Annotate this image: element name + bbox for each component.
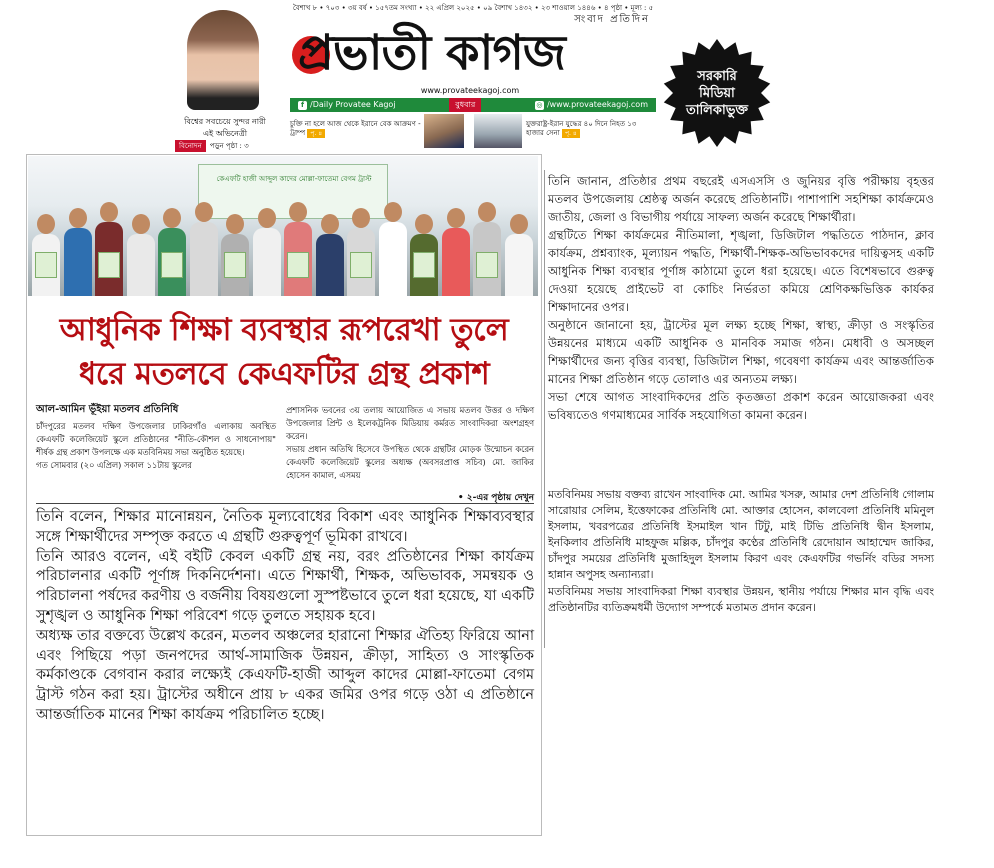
attendee-head bbox=[447, 208, 465, 228]
attendee-head bbox=[289, 202, 307, 222]
byline: আল-আমিন ভূঁইয়া মতলব প্রতিনিধি bbox=[36, 404, 179, 415]
promo-photo bbox=[187, 10, 259, 110]
attendee-head bbox=[69, 208, 87, 228]
attendee bbox=[127, 234, 155, 296]
masthead bbox=[0, 0, 994, 150]
lead-column-right: প্রশাসনিক ভবনের ৩য় তলায় আয়োজিত এ সভায় মতলব উত্তর ও দক্ষিণ উপজেলার প্রিন্ট ও ইলেকট্রনিক মিডিয়ায় কর্মরত সাংবাদিকরা অংশগ্রহণ করেন। সভায় প্রধান অতিথি হিসেবে উপস্থিত থেকে গ্রন্থটির মোড়ক উন্মোচন করেন কেএফটি কলেজিয়েট স্কুলের অধ্যক্ষ (অবসরপ্রাপ্ত সচিব) মো. জাকির হোসেন কামাল, এসময় bbox=[286, 405, 534, 480]
column-divider bbox=[544, 170, 545, 648]
attendee-head bbox=[100, 202, 118, 222]
attendee bbox=[64, 228, 92, 296]
attendee-head bbox=[510, 214, 528, 234]
facebook-link[interactable]: f /Daily Provatee Kagoj bbox=[298, 100, 396, 110]
tagline: সংবাদ প্রতিদিন bbox=[574, 14, 650, 25]
book-copy bbox=[350, 252, 372, 278]
event-photo bbox=[28, 156, 538, 296]
book-copy bbox=[161, 252, 183, 278]
newspaper-logo[interactable] bbox=[288, 22, 658, 84]
attendee-head bbox=[258, 208, 276, 228]
book-copy bbox=[224, 252, 246, 278]
attendee bbox=[505, 234, 533, 296]
logo-text: প্রভাতী কাগজ bbox=[298, 25, 565, 81]
teaser-right-photo bbox=[474, 114, 522, 148]
attendee-head bbox=[321, 214, 339, 234]
article-headline[interactable]: আধুনিক শিক্ষা ব্যবস্থার রূপরেখা তুলে ধরে মতলবে কেএফটির গ্রন্থ প্রকাশ bbox=[59, 312, 509, 392]
attendee-head bbox=[37, 214, 55, 234]
facebook-icon: f bbox=[298, 101, 307, 110]
attendee-head bbox=[163, 208, 181, 228]
continued-link[interactable]: • ২-এর পৃষ্ঠায় দেখুন bbox=[457, 493, 534, 503]
attendee bbox=[442, 228, 470, 296]
promo-box[interactable] bbox=[175, 8, 275, 148]
attendee-head bbox=[226, 214, 244, 234]
lead-column: চাঁদপুরের মতলব দক্ষিণ উপজেলার ঢাকিরগাঁও এলাকায় অবস্থিত কেএফটি কলেজিয়েট স্কুলে প্রতিষ্ঠানের "নীতি-কৌশল ও সাধনোপায়" শীর্ষক গ্রন্থ প্রকাশ উপলক্ষে এক মতবিনিময় সভা অনুষ্ঠিত হয়েছে। গত সোমবার (২০ এপ্রিল) সকাল ১১টায় স্কুলের bbox=[36, 421, 276, 470]
promo-caption: বিশ্বের সবচেয়ে সুন্দর নারী bbox=[184, 117, 266, 126]
globe-icon: ◎ bbox=[536, 101, 543, 109]
promo-caption: এই অভিনেত্রী bbox=[202, 129, 248, 138]
attendee-head bbox=[352, 208, 370, 228]
teaser-left[interactable]: চুক্তি না হলে আজ থেকে ইরানে বেক আক্রমণ - ট্রাম্প পৃ. ৪ bbox=[290, 120, 421, 137]
attendee-head bbox=[132, 214, 150, 234]
attendee bbox=[316, 234, 344, 296]
article-column-two: তিনি জানান, প্রতিষ্ঠার প্রথম বছরেই এসএসসি ও জুনিয়র বৃত্তি পরীক্ষায় বৃহত্তর মতলব উপজেলায় শ্রেষ্ঠত্ব অর্জন করেছে প্রতিষ্ঠানটি। পাশাপাশি সহশিক্ষা কার্যক্রমেও জাতীয়, জেলা ও বিভাগীয় পর্যায়ে সাফল্য অর্জন করেছে শিক্ষার্থীরা। গ্রন্থটিতে শিক্ষা কার্যক্রমের নীতিমালা, শৃঙ্খলা, ডিজিটাল পদ্ধতিতে পাঠদান, ক্লাব কার্যক্রম, প্রশ্নব্যাংক, মূল্যায়ন পদ্ধতি, শিক্ষার্থী-শিক্ষক-অভিভাবকদের দায়িত্বসহ একটি আধুনিক শিক্ষা ব্যবস্থার পূর্ণাঙ্গ কাঠামো তুলে ধরা হয়েছে। এতে বিশেষভাবে গুরুত্ব দেওয়া হয়েছে প্রাইভেট বা কোচিং নির্ভরতা কমিয়ে শ্রেণিকক্ষভিত্তিক কার্যকর শিক্ষাদানের ওপর। অনুষ্ঠানে জানানো হয়, ট্রাস্টের মূল লক্ষ্য হচ্ছে শিক্ষা, স্বাস্থ্য, ক্রীড়া ও সংস্কৃতির উন্নয়নের মাধ্যমে একটি আধুনিক ও মানবিক সমাজ গঠন। মেধাবী ও অসচ্ছল শিক্ষার্থীদের জন্য বৃত্তির ব্যবস্থা, ডিজিটাল শিক্ষা, গবেষণা কার্যক্রম এবং আন্তর্জাতিক মানের শিক্ষা প্রতিষ্ঠান গড়ে তোলাও এর অন্যতম লক্ষ্য। সভা শেষে আগত সাংবাদিকদের প্রতি কৃতজ্ঞতা প্রকাশ করেন আয়োজকরা এবং ভবিষ্যতেও গণমাধ্যমের সার্বিক সহযোগিতা কামনা করেন। bbox=[548, 174, 934, 422]
book-copy bbox=[476, 252, 498, 278]
teaser-right[interactable]: যুক্তরাষ্ট্র-ইরান যুদ্ধের ৪০ দিনে নিহত ১৩ হাজার সেনা পৃ. ৪ bbox=[526, 120, 637, 137]
attendee bbox=[253, 228, 281, 296]
page-badge: পৃ. ৪ bbox=[307, 129, 325, 138]
weekday-badge: বুধবার bbox=[449, 98, 481, 112]
seal-text: সরকারি মিডিয়া তালিকাভুক্ত bbox=[685, 69, 749, 118]
attendee-head bbox=[384, 202, 402, 222]
banner-text: কেএফটি হাজী আব্দুল কাদের মোল্লা-ফাতেমা বেগম ট্রাস্ট bbox=[216, 175, 372, 183]
article-column-two-bottom: মতবিনিময় সভায় বক্তব্য রাখেন সাংবাদিক মো. আমির খসরু, আমার দেশ প্রতিনিধি গোলাম সারোয়ার সেলিম, ইত্তেফাকের প্রতিনিধি মো. আক্তার হোসেন, কালবেলা প্রতিনিধি মমিনুল ইসলাম, খবরপত্রের প্রতিনিধি ইসমাইল খান টিটু, মাই টিভি প্রতিনিধি দ্বীন ইসলাম, ইনকিলাব প্রতিনিধি মাহফুজ মল্লিক, চাঁদপুর কণ্ঠের প্রতিনিধি রেদোয়ান আহাম্মেদ জাকির, চাঁদপুর সময়ের প্রতিনিধি মুজাহিদুল ইসলাম কিরণ এবং কেএফটির গভর্নিং বডির সদস্য হান্নান অপুসহ অন্যান্যরা। মতবিনিময় সভায় সাংবাদিকরা শিক্ষা ব্যবস্থার উন্নয়ন, স্থানীয় পর্যায়ে শিক্ষার মান বৃদ্ধি এবং প্রতিষ্ঠানটির ব্যতিক্রমধর্মী উদ্যোগ সম্পর্কে মতামত প্রদান করেন। bbox=[548, 488, 934, 614]
promo-section: বিনোদন bbox=[175, 140, 206, 152]
attendee-head bbox=[478, 202, 496, 222]
promo-footer bbox=[175, 140, 275, 152]
book-copy bbox=[35, 252, 57, 278]
site-url[interactable]: www.provateekagoj.com bbox=[420, 86, 520, 95]
divider bbox=[36, 503, 534, 504]
book-copy bbox=[98, 252, 120, 278]
teaser-row bbox=[290, 114, 656, 148]
promo-page-ref: পড়ুন পৃষ্ঠা : ৩ bbox=[209, 142, 249, 150]
social-bar bbox=[290, 98, 656, 112]
dateline: বৈশাখ ৮ • ৭০৩ • ৩য় বর্ষ • ১৫৭তম সংখ্যা • ২২ এপ্রিল ২০২৫ • ০৯ বৈশাখ ১৪৩২ • ২৩ শাওয়াল ১৪৪৬ • ৪ পৃষ্ঠা • মূল্য : ৫ bbox=[292, 4, 654, 12]
attendee bbox=[190, 222, 218, 296]
attendee-head bbox=[415, 214, 433, 234]
article-body: তিনি বলেন, শিক্ষার মানোন্নয়ন, নৈতিক মূল্যবোধের বিকাশ এবং আধুনিক শিক্ষাব্যবস্থার সঙ্গে শিক্ষার্থীদের সম্পৃক্ত করতে এ গ্রন্থটি গুরুত্বপূর্ণ ভূমিকা রাখবে। তিনি আরও বলেন, এই বইটি কেবল একটি গ্রন্থ নয়, বরং প্রতিষ্ঠানের শিক্ষা কার্যক্রম পরিচালনার একটি পূর্ণাঙ্গ দিকনির্দেশনা। এতে শিক্ষার্থী, শিক্ষক, অভিভাবক, সমন্বয়ক ও পরিচালনা পর্ষদের করণীয় ও বর্জনীয় বিষয়গুলো সুস্পষ্টভাবে তুলে ধরা হয়েছে, যা একটি সুশৃঙ্খল ও আধুনিক শিক্ষা পরিবেশ গড়ে তুলতে সহায়ক হবে। অধ্যক্ষ তার বক্তব্যে উল্লেখ করেন, মতলব অঞ্চলের হারানো শিক্ষার ঐতিহ্য ফিরিয়ে আনা এবং পিছিয়ে পড়া জনপদের আর্থ-সামাজিক উন্নয়ন, ক্রীড়া, সাহিত্য ও সাংস্কৃতিক কর্মকাণ্ডকে বেগবান করার লক্ষ্যেই কেএফটি-হাজী আব্দুল কাদের মোল্লা-ফাতেমা বেগম ট্রাস্ট গঠন করা হয়। ট্রাস্টের অধীনে প্রায় ৮ একর জমির ওপর গড়ে ওঠা এ প্রতিষ্ঠানে আন্তর্জাতিক মানের শিক্ষা কার্যক্রম পরিচালিত হচ্ছে। bbox=[36, 509, 534, 723]
government-media-seal bbox=[662, 38, 772, 148]
book-copy bbox=[287, 252, 309, 278]
teaser-left-photo bbox=[424, 114, 464, 148]
attendee-head bbox=[195, 202, 213, 222]
website-link[interactable]: ◎ /www.provateekagoj.com bbox=[536, 100, 648, 109]
page-badge: পৃ. ৪ bbox=[562, 129, 580, 138]
book-copy bbox=[413, 252, 435, 278]
attendee bbox=[379, 222, 407, 296]
